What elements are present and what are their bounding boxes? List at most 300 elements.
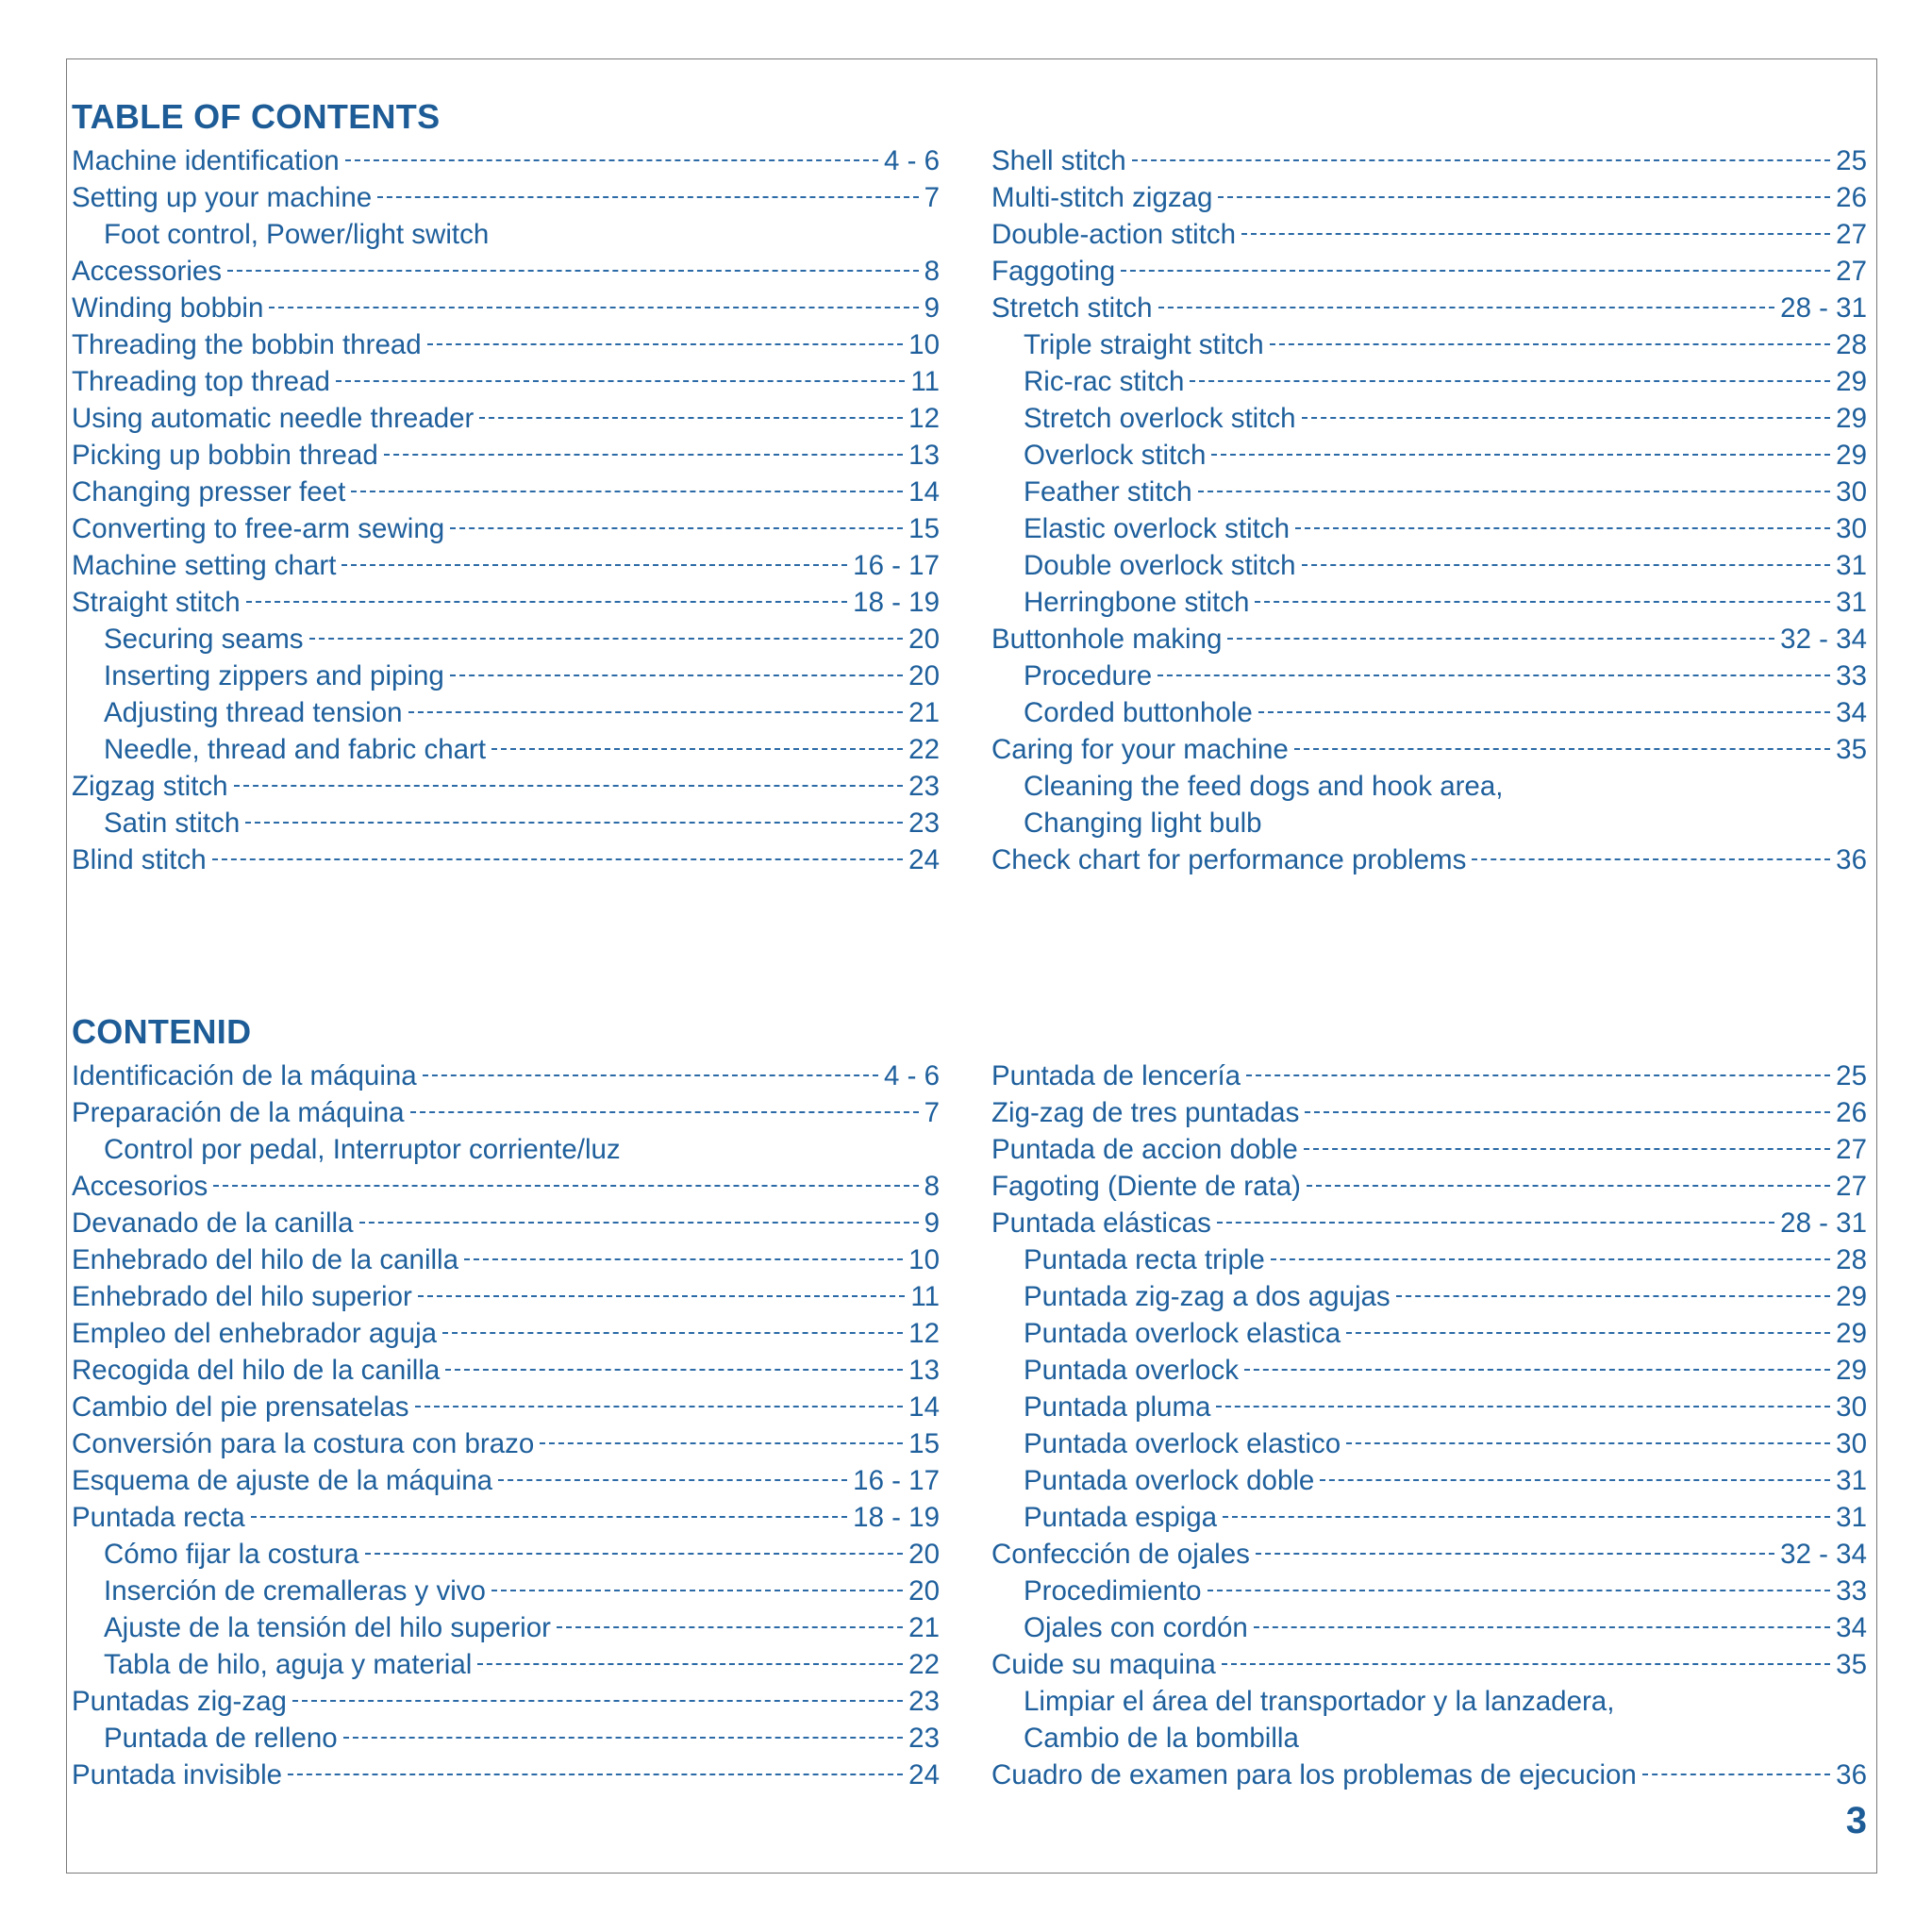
toc-entry-title: Check chart for performance problems [991,844,1467,875]
toc-entry-title: Threading the bobbin thread [72,329,422,360]
toc-entry-page: 10 [908,329,940,360]
toc-entry-title: Ajuste de la tensión del hilo superior [104,1612,551,1643]
toc-entry-title: Puntada overlock elastica [1024,1318,1341,1349]
toc-entry [72,1241,940,1278]
dotted-leader [445,1369,903,1371]
toc-entry-title: Cleaning the feed dogs and hook area, [1024,771,1504,802]
toc-entry [72,1094,940,1131]
toc-subentry [72,1536,940,1573]
toc-entry-page: 22 [908,734,940,765]
toc-entry-title: Cómo fijar la costura [104,1539,359,1570]
toc-entry-page: 33 [1836,1575,1867,1607]
dotted-leader [557,1626,903,1628]
toc-entry-page: 23 [908,808,940,839]
dotted-leader [309,638,904,640]
toc-entry [72,290,940,326]
dotted-leader [246,601,847,603]
dotted-leader [477,1663,903,1665]
toc-entry-page: 30 [1836,476,1867,508]
toc-entry-title: Inserting zippers and piping [104,660,444,691]
toc-entry-page: 11 [910,366,940,397]
toc-entry [72,1757,940,1793]
toc-entry-page: 29 [1836,1318,1867,1349]
toc-entry [991,841,1867,878]
toc-entry-page: 9 [924,1208,940,1239]
toc-entry-title: Herringbone stitch [1024,587,1250,618]
toc-entry [72,1389,940,1425]
dotted-leader [427,343,904,345]
toc-entry-page: 12 [908,1318,940,1349]
toc-entry-title: Puntada recta [72,1502,245,1533]
toc-entry-title: Shell stitch [991,145,1126,176]
toc-subentry [991,400,1867,437]
toc-entry-title: Puntada de lencería [991,1060,1241,1091]
toc-entry [72,179,940,216]
dotted-leader [1244,1369,1830,1371]
toc-entry [72,1683,940,1720]
toc-entry-page: 20 [908,660,940,691]
dotted-leader [345,159,878,161]
dotted-leader [1208,1590,1831,1591]
toc-subentry [991,694,1867,731]
toc-subentry [72,216,940,253]
toc-entry-title: Tabla de hilo, aguja y material [104,1649,473,1680]
toc-entry [991,142,1867,179]
toc-entry-title: Enhebrado del hilo de la canilla [72,1244,459,1275]
toc-entry-title: Identificación de la máquina [72,1060,417,1091]
toc-entry-page: 7 [924,182,940,213]
toc-entry-title: Puntada espiga [1024,1502,1218,1533]
toc-entry-title: Puntada de accion doble [991,1134,1298,1165]
toc-entry-page: 24 [908,844,940,875]
toc-entry-page: 10 [908,1244,940,1275]
toc-subentry [991,805,1867,841]
toc-subentry [991,1573,1867,1609]
dotted-leader [1256,1553,1774,1555]
dotted-leader [1302,417,1831,419]
dotted-leader [1346,1332,1830,1334]
toc-entry [72,1462,940,1499]
dotted-leader [288,1774,903,1775]
toc-subentry [991,1609,1867,1646]
toc-entry [991,1205,1867,1241]
toc-entry-title: Satin stitch [104,808,241,839]
toc-entry-page: 14 [908,1391,940,1423]
dotted-leader [1302,564,1831,566]
dotted-leader [1346,1442,1830,1444]
toc-entry-title: Elastic overlock stitch [1024,513,1290,544]
toc-entry [991,731,1867,768]
toc-entry-page: 11 [910,1281,940,1312]
toc-entry-page: 31 [1836,587,1867,618]
toc-entry [72,510,940,547]
toc-subentry [991,1389,1867,1425]
dotted-leader [479,417,903,419]
dotted-leader [359,1222,919,1224]
dotted-leader [1254,1626,1830,1628]
toc-subentry [72,658,940,694]
dotted-leader [341,564,847,566]
toc-entry [72,253,940,290]
dotted-leader [365,1553,904,1555]
toc-entry-page: 23 [908,1723,940,1754]
toc-entry-title: Faggoting [991,256,1116,287]
toc-entry [991,1536,1867,1573]
dotted-leader [1320,1479,1830,1481]
toc-entry-page: 30 [1836,1428,1867,1459]
dotted-leader [1304,1148,1830,1150]
toc-subentry [991,474,1867,510]
toc-subentry [991,1241,1867,1278]
toc-entry-page: 31 [1836,1465,1867,1496]
toc-subentry [72,1609,940,1646]
dotted-leader [1121,270,1830,272]
toc-entry [72,142,940,179]
dotted-leader [212,858,904,860]
toc-entry-title: Accessories [72,256,223,287]
toc-entry-page: 29 [1836,440,1867,471]
toc-english-left-column [72,142,940,878]
toc-entry-title: Cambio de la bombilla [1024,1723,1299,1754]
dotted-leader [1132,159,1831,161]
toc-entry-page: 28 [1836,1244,1867,1275]
toc-subentry [72,731,940,768]
toc-entry-page: 4 - 6 [883,1060,940,1091]
toc-entry-title: Winding bobbin [72,292,264,324]
toc-entry-page: 28 - 31 [1780,1208,1867,1239]
toc-entry-title: Devanado de la canilla [72,1208,354,1239]
toc-entry [72,326,940,363]
toc-entry-page: 12 [908,403,940,434]
dotted-leader [1255,601,1830,603]
dotted-leader [1305,1111,1830,1113]
dotted-leader [1271,1258,1830,1260]
toc-entry [72,1205,940,1241]
dotted-leader [1396,1295,1830,1297]
toc-entry [991,290,1867,326]
toc-entry-page: 26 [1836,182,1867,213]
dotted-leader [251,1516,847,1518]
toc-entry-page: 35 [1836,734,1867,765]
toc-entry-page: 31 [1836,550,1867,581]
dotted-leader [1258,711,1830,713]
toc-entry-title: Limpiar el área del transportador y la lanzadera, [1024,1686,1615,1717]
toc-entry-page: 15 [908,513,940,544]
toc-entry [991,1168,1867,1205]
dotted-leader [1294,748,1830,750]
toc-entry [72,547,940,584]
toc-entry-title: Empleo del enhebrador aguja [72,1318,438,1349]
toc-entry [991,1646,1867,1683]
toc-entry-page: 23 [908,771,940,802]
toc-entry-title: Procedure [1024,660,1153,691]
toc-entry-title: Ojales con cordón [1024,1612,1248,1643]
toc-entry-title: Overlock stitch [1024,440,1207,471]
toc-entry-title: Setting up your machine [72,182,373,213]
toc-entry-title: Changing light bulb [1024,808,1262,839]
page-number: 3 [1845,1800,1867,1841]
toc-entry-page: 34 [1836,1612,1867,1643]
dotted-leader [491,1590,903,1591]
toc-subentry [991,437,1867,474]
toc-entry-title: Caring for your machine [991,734,1289,765]
toc-entry [991,1058,1867,1094]
toc-entry-title: Ric-rac stitch [1024,366,1185,397]
dotted-leader [1198,491,1830,492]
toc-entry-title: Puntada pluma [1024,1391,1211,1423]
dotted-leader [1222,1663,1830,1665]
toc-entry-page: 30 [1836,513,1867,544]
toc-entry-page: 24 [908,1759,940,1790]
toc-entry-title: Securing seams [104,624,304,655]
toc-subentry [991,1683,1867,1720]
toc-entry-title: Blind stitch [72,844,207,875]
toc-entry [991,216,1867,253]
toc-entry-page: 34 [1836,697,1867,728]
toc-entry-page: 32 - 34 [1780,1539,1867,1570]
dotted-leader [1218,196,1830,198]
toc-entry-title: Triple straight stitch [1024,329,1264,360]
toc-entry-title: Picking up bobbin thread [72,440,378,471]
toc-entry-title: Confección de ojales [991,1539,1250,1570]
toc-spanish-left-column [72,1058,940,1793]
toc-entry-title: Recogida del hilo de la canilla [72,1355,441,1386]
toc-entry [991,1094,1867,1131]
dotted-leader [423,1074,878,1076]
dotted-leader [234,785,904,787]
toc-entry-title: Threading top thread [72,366,330,397]
dotted-leader [1307,1185,1830,1187]
toc-subentry [72,694,940,731]
toc-entry-page: 15 [908,1428,940,1459]
toc-entry-title: Machine setting chart [72,550,337,581]
toc-entry-title: Machine identification [72,145,340,176]
toc-entry-title: Zigzag stitch [72,771,228,802]
toc-entry-page: 26 [1836,1097,1867,1128]
dotted-leader [1217,1222,1774,1224]
dotted-leader [450,527,903,529]
toc-entry [72,363,940,400]
toc-entry-title: Puntada de relleno [104,1723,338,1754]
toc-entry-page: 16 - 17 [853,1465,940,1496]
toc-entry-page: 27 [1836,1134,1867,1165]
toc-entry-page: 18 - 19 [853,1502,940,1533]
dotted-leader [1472,858,1830,860]
toc-entry [72,768,940,805]
toc-entry-page: 18 - 19 [853,587,940,618]
toc-entry-page: 28 [1836,329,1867,360]
toc-entry-title: Changing presser feet [72,476,346,508]
toc-subentry [991,1278,1867,1315]
toc-entry-page: 25 [1836,145,1867,176]
dotted-leader [418,1295,906,1297]
toc-entry [991,1131,1867,1168]
toc-entry-page: 7 [924,1097,940,1128]
toc-entry-page: 21 [908,697,940,728]
toc-entry [991,1757,1867,1793]
dotted-leader [1216,1406,1830,1407]
dotted-leader [1642,1774,1830,1775]
toc-entry-page: 29 [1836,366,1867,397]
dotted-leader [269,307,918,308]
dotted-leader [343,1737,904,1739]
dotted-leader [1223,1516,1830,1518]
toc-entry-page: 28 - 31 [1780,292,1867,324]
toc-subentry [72,1131,940,1168]
toc-entry-title: Puntada recta triple [1024,1244,1265,1275]
toc-subentry [72,621,940,658]
dotted-leader [351,491,903,492]
toc-entry-title: Inserción de cremalleras y vivo [104,1575,486,1607]
toc-subentry [991,547,1867,584]
toc-entry-page: 33 [1836,660,1867,691]
dotted-leader [213,1185,918,1187]
toc-entry [72,1278,940,1315]
toc-entry [72,1058,940,1094]
dotted-leader [464,1258,903,1260]
toc-entry [72,1499,940,1536]
dotted-leader [1241,233,1830,235]
toc-subentry [991,1462,1867,1499]
toc-spanish-right-column [991,1058,1867,1793]
toc-entry-page: 25 [1836,1060,1867,1091]
toc-entry-title: Enhebrado del hilo superior [72,1281,412,1312]
toc-entry-title: Puntadas zig-zag [72,1686,287,1717]
dotted-leader [410,1111,919,1113]
dotted-leader [1158,307,1775,308]
toc-entry-page: 13 [908,1355,940,1386]
toc-entry-title: Control por pedal, Interruptor corriente/luz [104,1134,621,1165]
toc-entry-page: 32 - 34 [1780,624,1867,655]
toc-entry [72,1352,940,1389]
toc-entry-page: 8 [924,256,940,287]
toc-entry-page: 20 [908,1575,940,1607]
toc-entry-page: 30 [1836,1391,1867,1423]
toc-entry-title: Cambio del pie prensatelas [72,1391,409,1423]
toc-entry-title: Feather stitch [1024,476,1192,508]
dotted-leader [408,711,904,713]
dotted-leader [1211,454,1830,456]
toc-entry [72,474,940,510]
toc-entry-page: 4 - 6 [883,145,940,176]
toc-entry-title: Accesorios [72,1171,208,1202]
toc-entry-page: 35 [1836,1649,1867,1680]
toc-entry-title: Esquema de ajuste de la máquina [72,1465,493,1496]
dotted-leader [1246,1074,1830,1076]
toc-entry [991,253,1867,290]
toc-entry-page: 22 [908,1649,940,1680]
toc-entry-page: 9 [924,292,940,324]
toc-entry-title: Zig-zag de tres puntadas [991,1097,1300,1128]
toc-entry [72,1425,940,1462]
toc-subentry [991,658,1867,694]
toc-subentry [991,1425,1867,1462]
toc-entry-title: Puntada overlock doble [1024,1465,1315,1496]
toc-subentry [72,1646,940,1683]
toc-entry-title: Puntada overlock [1024,1355,1239,1386]
toc-entry-title: Needle, thread and fabric chart [104,734,487,765]
toc-entry-title: Procedimiento [1024,1575,1202,1607]
toc-entry [991,621,1867,658]
toc-entry-title: Buttonhole making [991,624,1223,655]
dotted-leader [227,270,919,272]
dotted-leader [1295,527,1830,529]
toc-entry-page: 8 [924,1171,940,1202]
toc-entry-page: 36 [1836,1759,1867,1790]
toc-entry-page: 31 [1836,1502,1867,1533]
toc-subentry [991,510,1867,547]
toc-entry-title: Multi-stitch zigzag [991,182,1213,213]
toc-entry-page: 16 - 17 [853,550,940,581]
toc-entry-title: Adjusting thread tension [104,697,403,728]
toc-entry-page: 29 [1836,1281,1867,1312]
toc-entry-page: 20 [908,1539,940,1570]
manual-page [66,58,1877,1874]
toc-heading-spanish: CONTENID [72,1012,252,1051]
dotted-leader [292,1700,903,1702]
toc-subentry [72,805,940,841]
toc-subentry [72,1573,940,1609]
toc-entry-title: Straight stitch [72,587,241,618]
toc-entry-title: Double overlock stitch [1024,550,1296,581]
dotted-leader [1227,638,1774,640]
dotted-leader [1270,343,1831,345]
toc-entry-title: Conversión para la costura con brazo [72,1428,535,1459]
toc-entry-page: 27 [1836,1171,1867,1202]
toc-subentry [991,1315,1867,1352]
toc-subentry [991,768,1867,805]
dotted-leader [491,748,903,750]
toc-entry-title: Stretch overlock stitch [1024,403,1296,434]
dotted-leader [442,1332,903,1334]
toc-entry [72,400,940,437]
dotted-leader [498,1479,847,1481]
dotted-leader [1190,380,1830,382]
toc-entry-title: Preparación de la máquina [72,1097,405,1128]
toc-entry-title: Double-action stitch [991,219,1237,250]
toc-entry-title: Stretch stitch [991,292,1153,324]
dotted-leader [336,380,905,382]
toc-subentry [991,326,1867,363]
toc-subentry [991,1352,1867,1389]
toc-subentry [991,363,1867,400]
toc-entry-page: 29 [1836,1355,1867,1386]
toc-entry [72,1315,940,1352]
dotted-leader [377,196,918,198]
dotted-leader [245,822,903,824]
toc-heading-english: TABLE OF CONTENTS [72,97,441,136]
toc-entry-title: Puntada elásticas [991,1208,1211,1239]
toc-subentry [991,584,1867,621]
toc-entry-page: 20 [908,624,940,655]
toc-entry-title: Puntada invisible [72,1759,283,1790]
toc-entry-page: 29 [1836,403,1867,434]
toc-entry [72,437,940,474]
toc-entry-page: 13 [908,440,940,471]
toc-subentry [991,1720,1867,1757]
toc-entry-page: 27 [1836,256,1867,287]
toc-subentry [991,1499,1867,1536]
toc-entry-page: 27 [1836,219,1867,250]
dotted-leader [415,1406,904,1407]
toc-entry-page: 21 [908,1612,940,1643]
toc-entry [72,841,940,878]
toc-entry-title: Puntada zig-zag a dos agujas [1024,1281,1391,1312]
toc-entry-page: 23 [908,1686,940,1717]
toc-subentry [72,1720,940,1757]
toc-entry-title: Foot control, Power/light switch [104,219,490,250]
toc-entry-title: Corded buttonhole [1024,697,1253,728]
